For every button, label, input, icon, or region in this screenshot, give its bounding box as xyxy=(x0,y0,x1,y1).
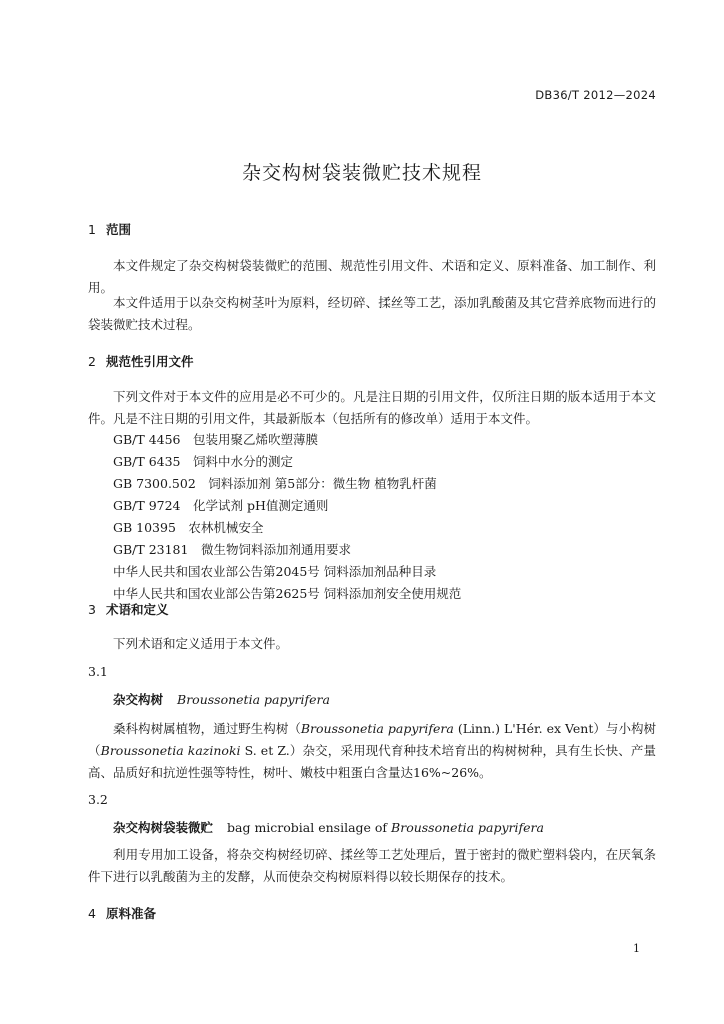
normative-reference: GB 7300.502 饲料添加剂 第5部分：微生物 植物乳杆菌 xyxy=(113,476,437,491)
section-1-heading: 1 范围 xyxy=(88,222,132,237)
section-4-heading: 4 原料准备 xyxy=(88,906,157,921)
section-3-intro: 下列术语和定义适用于本文件。 xyxy=(113,636,289,651)
normative-reference: GB/T 23181 微生物饲料添加剂通用要求 xyxy=(113,542,351,557)
normative-reference: GB/T 4456 包装用聚乙烯吹塑薄膜 xyxy=(113,432,319,447)
section-3-heading: 3 术语和定义 xyxy=(88,602,169,617)
section-1-paragraph-2: 本文件适用于以杂交构树茎叶为原料，经切碎、揉丝等工艺，添加乳酸菌及其它营养底物而进行的袋装微贮技术过程。 xyxy=(88,295,656,332)
term-3-2-title: 杂交构树袋装微贮 bag microbial ensilage of Broussonetia papyrifera xyxy=(113,820,544,835)
normative-reference: GB/T 6435 饲料中水分的测定 xyxy=(113,454,294,469)
section-1-paragraph-1: 本文件规定了杂交构树袋装微贮的范围、规范性引用文件、术语和定义、原料准备、加工制作、利用。 xyxy=(88,258,656,295)
term-3-2-number: 3.2 xyxy=(88,792,108,807)
page-title: 杂交构树袋装微贮技术规程 xyxy=(241,162,482,184)
document-code: DB36/T 2012—2024 xyxy=(535,88,656,102)
normative-reference: GB 10395 农林机械安全 xyxy=(113,520,264,535)
section-2-heading: 2 规范性引用文件 xyxy=(88,354,194,369)
term-3-1-definition: 桑科构树属植物，通过野生构树（Broussonetia papyrifera (Linn.) L'Hér. ex Vent）与小构树（Broussonetia kazinoki S. et Z.）杂交，采用现代育种技术培育出的构树树种，具有生长快、产量高、品质好和抗逆性强等特性，树叶、嫩枝中粗蛋白含量达16%~26%。 xyxy=(88,721,656,780)
normative-reference: 中华人民共和国农业部公告第2625号 饲料添加剂安全使用规范 xyxy=(113,586,462,601)
term-3-1-title: 杂交构树 Broussonetia papyrifera xyxy=(113,692,330,707)
normative-reference: GB/T 9724 化学试剂 pH值测定通则 xyxy=(113,498,329,513)
term-3-2-definition: 利用专用加工设备，将杂交构树经切碎、揉丝等工艺处理后，置于密封的微贮塑料袋内，在厌氧条件下进行以乳酸菌为主的发酵，从而使杂交构树原料得以较长期保存的技术。 xyxy=(88,847,656,884)
normative-reference: 中华人民共和国农业部公告第2045号 饲料添加剂品种目录 xyxy=(113,564,437,579)
page-number: 1 xyxy=(633,942,640,955)
term-3-1-number: 3.1 xyxy=(88,664,108,679)
section-2-intro: 下列文件对于本文件的应用是必不可少的。凡是注日期的引用文件，仅所注日期的版本适用于本文件。凡是不注日期的引用文件，其最新版本（包括所有的修改单）适用于本文件。 xyxy=(88,389,656,426)
